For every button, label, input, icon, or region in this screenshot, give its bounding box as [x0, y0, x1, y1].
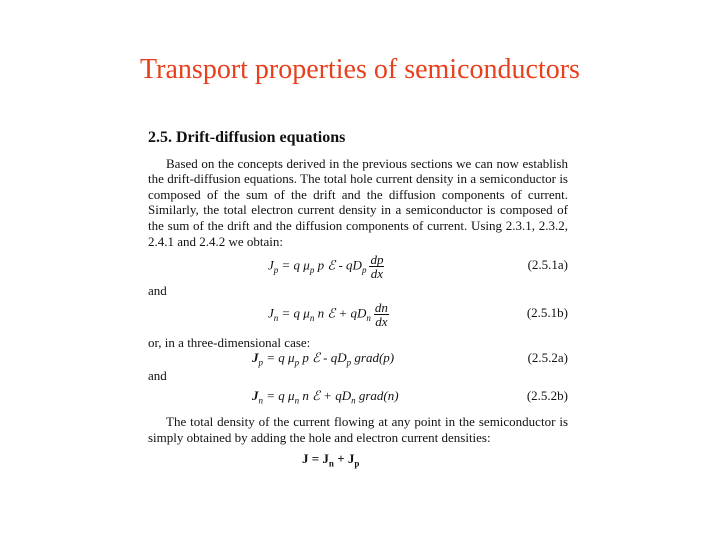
three-dim-text: or, in a three-dimensional case: [148, 334, 311, 350]
connector-text: and [148, 368, 167, 384]
equation-2-5-2a [148, 350, 568, 368]
derivative-fraction: $\frac{dp}{dx}$ [370, 252, 384, 282]
equation-body: $J_n = q$ $\mu_n$ n ℰ + $qD_n$ grad(n) [252, 387, 399, 406]
derivative-fraction: $\frac{dn}{dx}$ [374, 299, 388, 329]
connector-text: and [148, 283, 167, 299]
document-body [148, 130, 568, 467]
equation-2-5-1b [148, 299, 568, 333]
equation-body: $J_p = q$ $\mu_p$ p ℰ - $qD_p$ $\frac{dp}{dx}$ [268, 252, 384, 282]
equation-label: (2.5.2a) [527, 350, 568, 366]
equation-label: (2.5.1b) [526, 304, 568, 320]
equation-label: (2.5.1a) [527, 257, 568, 273]
equation-2-5-1a [148, 249, 568, 283]
equation-body: $J_p = q$ $\mu_p$ p ℰ - $qD_p$ grad(p) [252, 350, 395, 368]
equation-2-5-2b [148, 384, 568, 408]
equation-body: $J_n = q$ $\mu_n$ n ℰ + $qD_n$ $\frac{dn}{dx}$ [268, 299, 388, 329]
section-heading: 2.5. Drift-diffusion equations [148, 129, 346, 146]
closing-paragraph: The total density of the current flowing at any point in the semiconductor is simply obtained by adding the hole and electron current densities: [148, 413, 568, 445]
intro-paragraph: Based on the concepts derived in the previous sections we can now establish the drift-diffusion equations. The total hole current density in a semiconductor is composed of the sum of the drift and the diffusion components of current. Similarly, the total electron current density in a semiconductor is composed of the sum of the drift and the diffusion components of current. Using 2.3.1, 2.3.2, 2.4.1 and 2.4.2 we obtain: [148, 155, 568, 249]
equation-total-current [148, 445, 568, 467]
equation-body: $J = J_n + J_p$ [302, 451, 360, 469]
equation-label: (2.5.2b) [526, 387, 568, 403]
slide-title: Transport properties of semiconductors [140, 54, 580, 85]
